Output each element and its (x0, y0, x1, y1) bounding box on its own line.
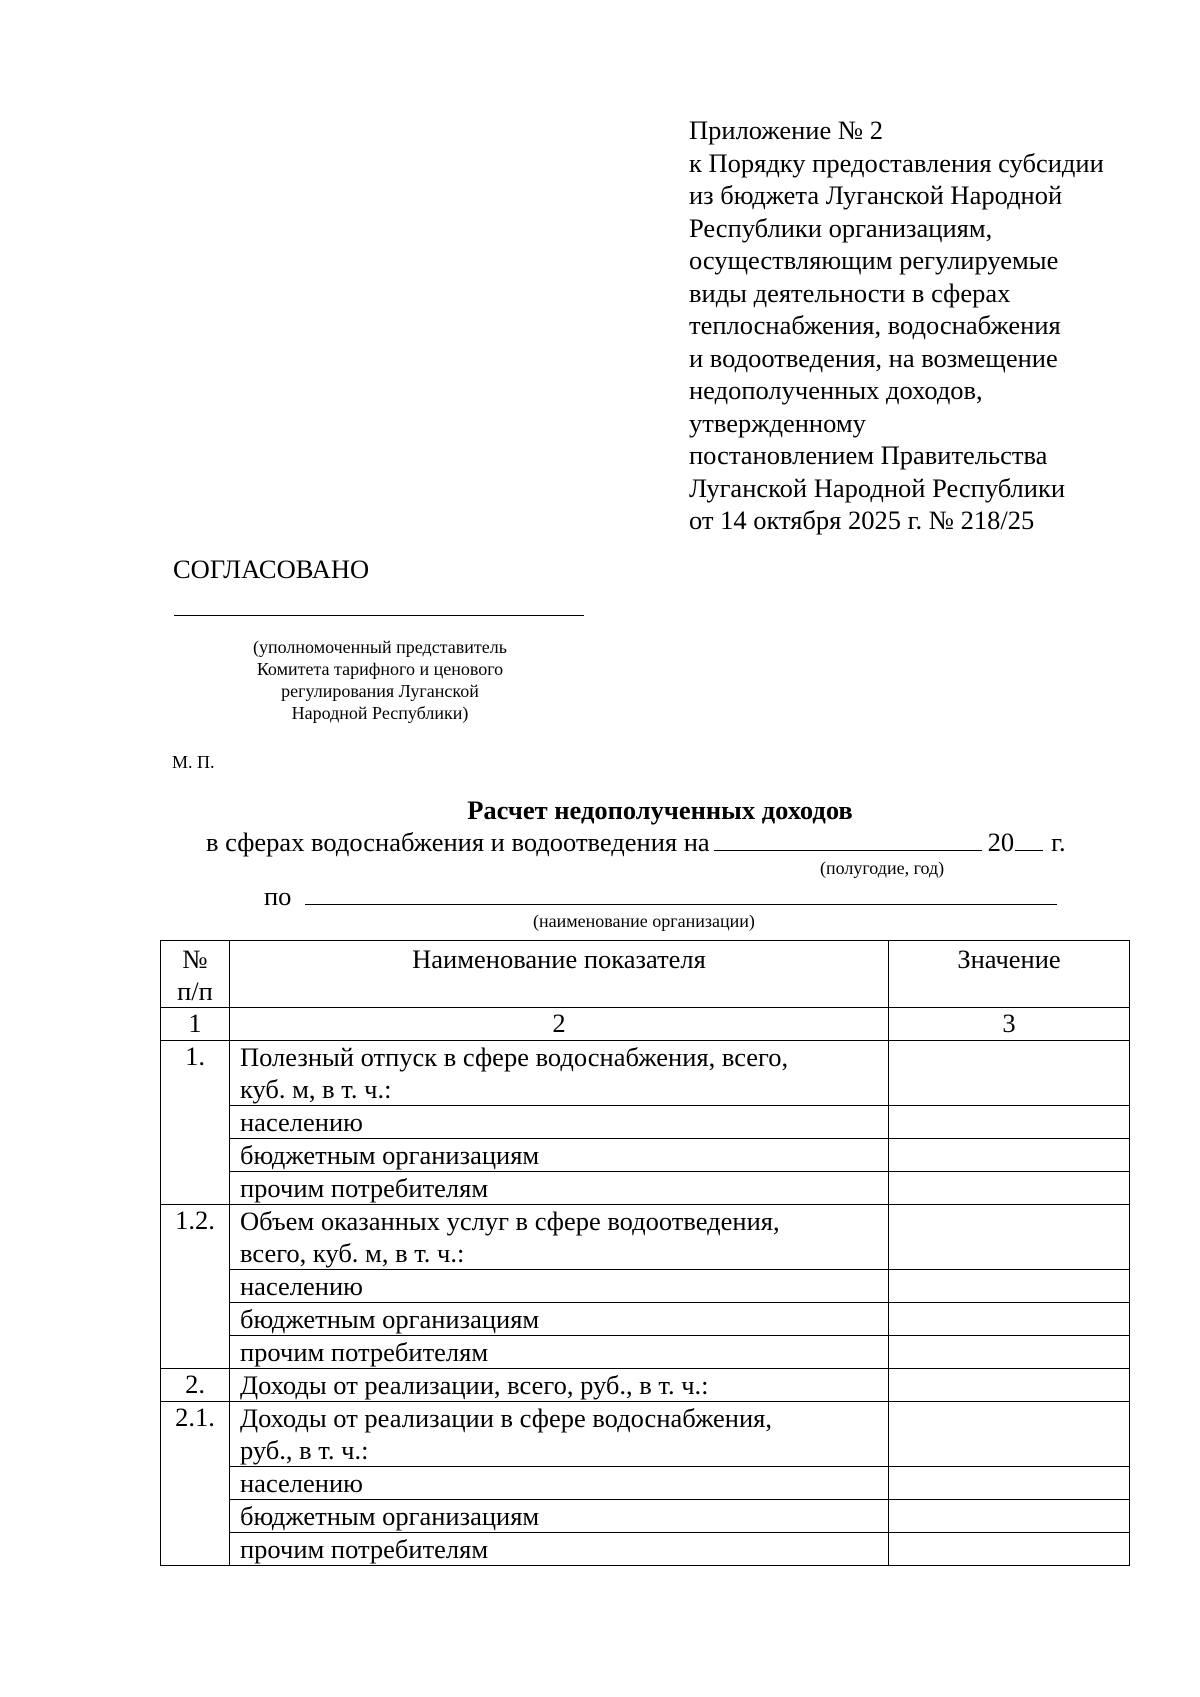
indicator-name-line: куб. м, в т. ч.: (240, 1074, 392, 1104)
indicator-name-line: Полезный отпуск в сфере водоснабжения, всего, (240, 1042, 789, 1072)
header-number-line: № (182, 944, 208, 974)
table-row (161, 1106, 1130, 1139)
indicator-name: бюджетным организациям (230, 1500, 889, 1533)
appendix-line: Республики организациям, (689, 212, 993, 243)
indicator-name-line: руб., в т. ч.: (240, 1435, 369, 1465)
table-row (161, 1205, 1130, 1270)
column-number-row (161, 1008, 1130, 1041)
header-value: Значение (889, 941, 1130, 1008)
appendix-line: к Порядку предоставления субсидии (689, 147, 1104, 178)
value-cell[interactable] (889, 1172, 1130, 1205)
value-cell[interactable] (889, 1402, 1130, 1467)
value-cell[interactable] (889, 1139, 1130, 1172)
indicator-name: населению (230, 1270, 889, 1303)
caption-line: (уполномоченный представитель (253, 637, 507, 657)
appendix-line: виды деятельности в сферах (689, 277, 1011, 308)
table-row (161, 1402, 1130, 1467)
indicator-name-line: Объем оказанных услуг в сфере водоотведения, (240, 1206, 780, 1236)
indicator-name (230, 1402, 889, 1467)
column-number: 2 (230, 1008, 889, 1041)
year-suffix: г. (1051, 827, 1066, 857)
indicator-name: бюджетным организациям (230, 1139, 889, 1172)
indicator-name: населению (230, 1467, 889, 1500)
appendix-block (689, 114, 1169, 537)
calculation-table (160, 940, 1130, 1566)
table-row (161, 1270, 1130, 1303)
appendix-line: от 14 октября 2025 г. № 218/25 (689, 505, 1035, 535)
indicator-name: Доходы от реализации, всего, руб., в т. ч.: (230, 1369, 889, 1402)
column-number: 3 (889, 1008, 1130, 1041)
table-row (161, 1500, 1130, 1533)
year-prefix: 20 (987, 827, 1015, 857)
period-caption: (полугодие, год) (820, 858, 945, 878)
appendix-line: Приложение № 2 (689, 115, 884, 145)
subtitle-prefix: в сферах водоснабжения и водоотведения на (206, 827, 710, 857)
signature-line (174, 615, 584, 616)
row-number: 1. (161, 1041, 230, 1205)
indicator-name: прочим потребителям (230, 1172, 889, 1205)
appendix-line: из бюджета Луганской Народной (689, 180, 1063, 210)
header-name: Наименование показателя (230, 941, 889, 1008)
indicator-name: населению (230, 1106, 889, 1139)
value-cell[interactable] (889, 1533, 1130, 1566)
value-cell[interactable] (889, 1467, 1130, 1500)
indicator-name: прочим потребителям (230, 1336, 889, 1369)
row-number: 1.2. (161, 1205, 230, 1369)
document-title: Расчет недополученных доходов (467, 795, 853, 825)
indicator-name: бюджетным организациям (230, 1303, 889, 1336)
representative-caption (200, 636, 560, 724)
appendix-line: постановлением Правительства (689, 440, 1048, 470)
indicator-name: прочим потребителям (230, 1533, 889, 1566)
row-number: 2.1. (161, 1402, 230, 1566)
header-number (161, 941, 230, 1008)
appendix-line: недополученных доходов, (689, 375, 983, 405)
caption-line: регулирования Луганской (281, 681, 479, 701)
table-row (161, 1303, 1130, 1336)
organization-caption: (наименование организации) (533, 911, 755, 931)
organization-prefix: по (264, 881, 292, 911)
organization-line (264, 880, 1057, 912)
value-cell[interactable] (889, 1041, 1130, 1106)
indicator-name-line: Доходы от реализации в сфере водоснабжения, (240, 1403, 772, 1433)
document-subtitle (206, 826, 1066, 858)
value-cell[interactable] (889, 1106, 1130, 1139)
table-header-row (161, 941, 1130, 1008)
table-row (161, 1041, 1130, 1106)
period-fill-line (714, 826, 982, 851)
caption-line: Комитета тарифного и ценового (256, 659, 504, 679)
column-number: 1 (161, 1008, 230, 1041)
table-row (161, 1139, 1130, 1172)
indicator-name (230, 1205, 889, 1270)
table-row (161, 1172, 1130, 1205)
appendix-line: и водоотведения, на возмещение (689, 342, 1058, 373)
indicator-name-line: всего, куб. м, в т. ч.: (240, 1238, 465, 1268)
value-cell[interactable] (889, 1336, 1130, 1369)
appendix-line: утвержденному (689, 407, 866, 438)
appendix-line: осуществляющим регулируемые (689, 245, 1059, 275)
header-number-line: п/п (177, 976, 213, 1006)
indicator-name (230, 1041, 889, 1106)
approval-label: СОГЛАСОВАНО (173, 554, 370, 584)
year-fill-line (1015, 826, 1043, 851)
appendix-line: теплоснабжения, водоснабжения (689, 310, 1061, 340)
value-cell[interactable] (889, 1270, 1130, 1303)
value-cell[interactable] (889, 1205, 1130, 1270)
table-row (161, 1336, 1130, 1369)
stamp-place: М. П. (172, 752, 215, 772)
value-cell[interactable] (889, 1303, 1130, 1336)
table-row (161, 1369, 1130, 1402)
appendix-line: Луганской Народной Республики (689, 472, 1066, 503)
value-cell[interactable] (889, 1500, 1130, 1533)
value-cell[interactable] (889, 1369, 1130, 1402)
row-number: 2. (161, 1369, 230, 1402)
caption-line: Народной Республики) (291, 703, 469, 723)
table-row (161, 1533, 1130, 1566)
table-row (161, 1467, 1130, 1500)
organization-fill-line (305, 880, 1057, 905)
